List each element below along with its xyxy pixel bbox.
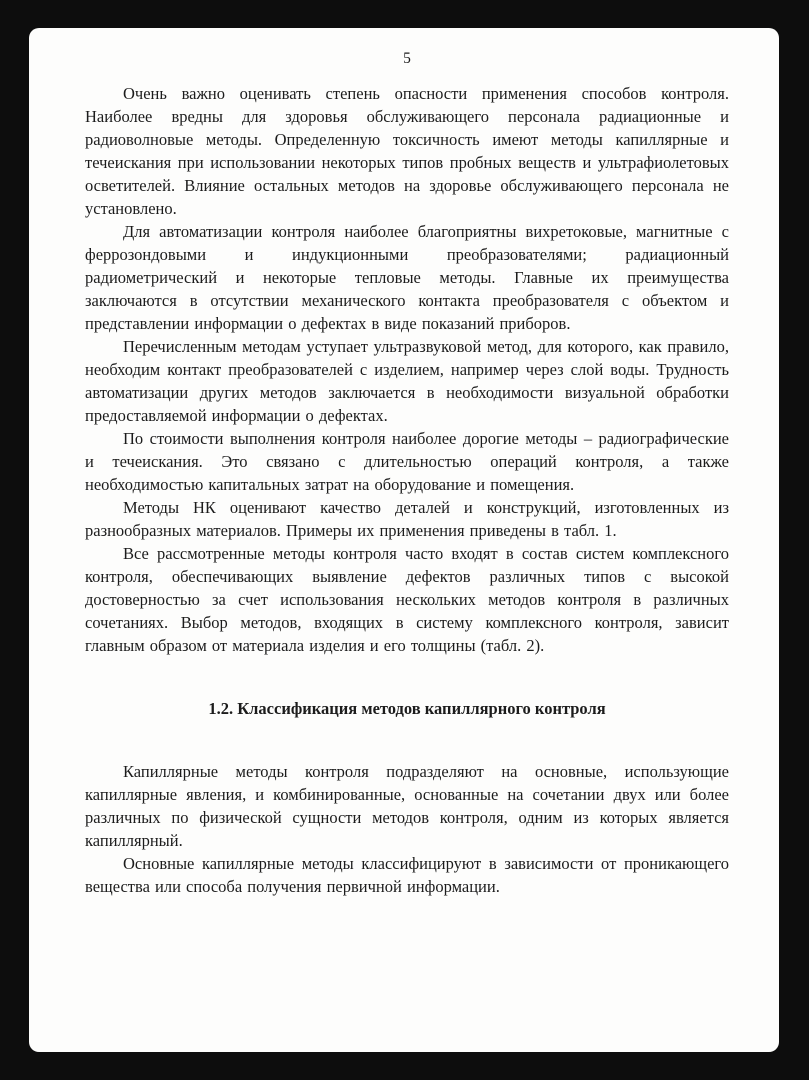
paragraph: Перечисленным методам уступает ультразвуковой метод, для которого, как правило, необходим контакт преобразователей с изделием, например через слой воды. Трудность автоматизации других методов заключается в необходимости визуальной обработки предоставляемой информации о дефектах. [85, 337, 729, 425]
paragraph: Основные капиллярные методы классифицируют в зависимости от проникающего вещества или способа получения первичной информации. [85, 854, 729, 896]
page-number: 5 [403, 50, 411, 67]
paragraph: Капиллярные методы контроля подразделяют на основные, использующие капиллярные явления, и комбинированные, основанные на сочетании двух или более различных по физической сущности методов контроля, одним из которых является капиллярный. [85, 762, 729, 850]
page-content [29, 28, 779, 898]
paragraph: Для автоматизации контроля наиболее благоприятны вихретоковые, магнитные с феррозондовыми и индукционными преобразователями; радиационный радиометрический и некоторые тепловые методы. Главные их преимущества заключаются в отсутствии механического контакта преобразователя с объектом и представлении информации о дефектах в виде показаний приборов. [85, 222, 729, 333]
document-page [29, 28, 779, 1052]
paragraph: Все рассмотренные методы контроля часто входят в состав систем комплексного контроля, обеспечивающих выявление дефектов различных типов с высокой достоверностью за счет использования нескольких методов контроля в различных сочетаниях. Выбор методов, входящих в систему комплексного контроля, зависит главным образом от материала изделия и его толщины (табл. 2). [85, 544, 729, 655]
paragraph: По стоимости выполнения контроля наиболее дорогие методы – радиографические и течеискания. Это связано с длительностью операций контроля, а также необходимостью капитальных затрат на оборудование и помещения. [85, 429, 729, 494]
paragraph: Очень важно оценивать степень опасности применения способов контроля. Наиболее вредны для здоровья обслуживающего персонала радиационные и радиоволновые методы. Определенную токсичность имеют методы капиллярные и течеискания при использовании некоторых типов пробных веществ и ультрафиолетовых осветителей. Влияние остальных методов на здоровье обслуживающего персонала не установлено. [85, 84, 729, 218]
section-heading: 1.2. Классификация методов капиллярного контроля [208, 699, 606, 718]
paragraph: Методы НК оценивают качество деталей и конструкций, изготовленных из разнообразных материалов. Примеры их применения приведены в табл. 1. [85, 498, 729, 540]
